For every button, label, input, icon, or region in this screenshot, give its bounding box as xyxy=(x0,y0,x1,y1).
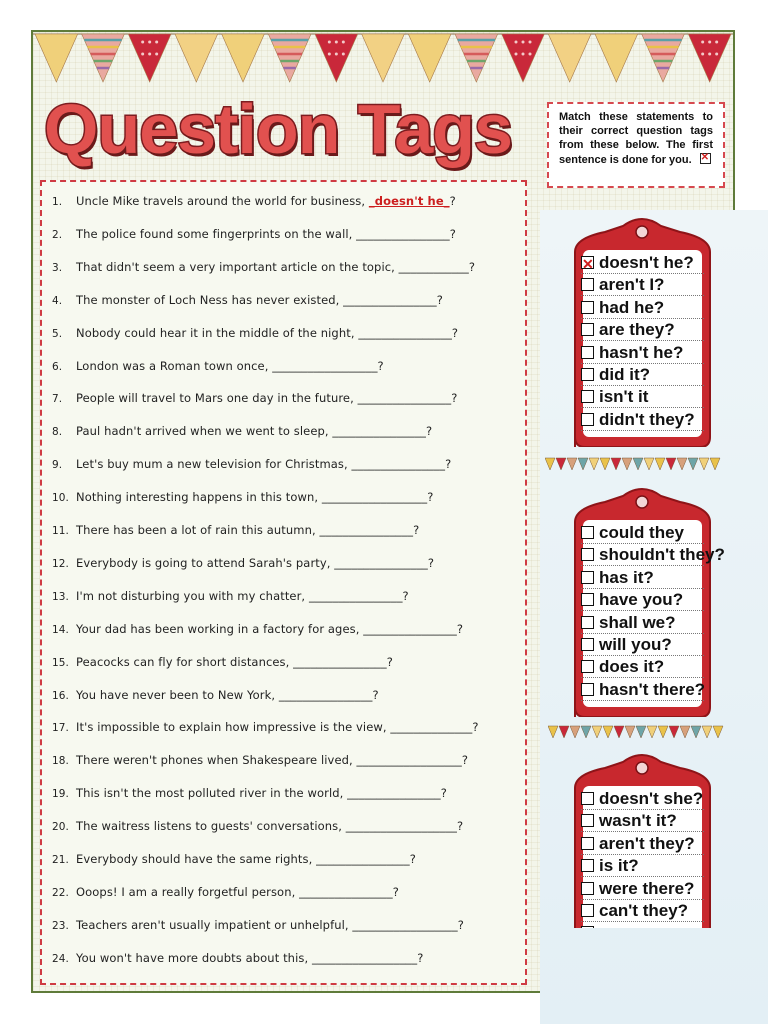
sentence-number: 17. xyxy=(52,722,69,735)
mini-bunting-flag xyxy=(567,458,577,470)
page-title: Question Tags xyxy=(44,90,512,168)
instructions-text: Match these statements to their correct question tags from these below. The first sentence is done for you. xyxy=(559,111,713,166)
sentences-panel xyxy=(40,180,527,985)
sentence-number: 11. xyxy=(52,525,69,537)
sentence-row xyxy=(52,457,451,471)
tag-option[interactable] xyxy=(581,833,695,855)
bunting-dot xyxy=(141,41,144,44)
question-tag-card xyxy=(565,482,725,717)
checkbox-icon[interactable] xyxy=(581,683,594,696)
mini-bunting-flag xyxy=(691,726,701,738)
checkbox-icon[interactable] xyxy=(581,346,594,359)
checkbox-icon[interactable] xyxy=(581,278,594,291)
mini-bunting-flag xyxy=(545,458,555,470)
sentence-number: 2. xyxy=(52,228,63,241)
tag-option-label: could they xyxy=(599,523,685,542)
checkbox-icon[interactable] xyxy=(581,571,594,584)
bunting-dot xyxy=(701,41,704,44)
question-tag-card xyxy=(565,748,720,928)
mini-bunting-flag xyxy=(548,726,558,738)
mini-bunting-flag xyxy=(713,726,723,738)
tag-hole xyxy=(636,226,648,238)
sentence-number: 22. xyxy=(52,886,69,899)
tag-option[interactable] xyxy=(581,319,675,341)
bunting-dot xyxy=(715,53,718,56)
mini-bunting-flag xyxy=(589,458,599,470)
sentence-row xyxy=(52,359,384,373)
sentence-text[interactable]: The waitress listens to guests' conversations, ___________________? xyxy=(76,819,464,834)
mini-bunting-flag xyxy=(680,726,690,738)
checkbox-icon[interactable] xyxy=(581,323,594,336)
checkbox-icon[interactable] xyxy=(581,548,594,561)
checkbox-icon[interactable] xyxy=(581,413,594,426)
question-tag-card xyxy=(565,212,720,447)
sentence-row xyxy=(52,293,443,307)
sentence-text[interactable]: People will travel to Mars one day in the future, ________________? xyxy=(76,391,458,406)
sentence-text[interactable]: You have never been to New York, ________________? xyxy=(76,687,379,702)
mini-bunting-flag xyxy=(688,458,698,470)
checkbox-icon[interactable] xyxy=(581,593,594,606)
checkbox-icon[interactable] xyxy=(581,301,594,314)
sentence-text: Uncle Mike travels around the world for business, xyxy=(76,194,369,208)
bunting-dot xyxy=(155,41,158,44)
tag-option[interactable] xyxy=(581,544,725,566)
tag-option[interactable] xyxy=(581,612,676,634)
checkbox-icon[interactable] xyxy=(581,792,594,805)
sentence-row xyxy=(52,819,463,833)
sentence-row xyxy=(52,720,479,734)
tag-option[interactable] xyxy=(581,274,664,296)
tag-option[interactable] xyxy=(581,922,599,928)
sentence-row xyxy=(52,490,433,504)
tag-option-label: does it? xyxy=(599,657,665,677)
tag-option-label: are they? xyxy=(599,320,675,340)
sentence-row xyxy=(52,260,475,274)
tag-option[interactable] xyxy=(581,567,654,589)
sentence-text[interactable]: Ooops! I am a really forgetful person, ________________? xyxy=(76,884,399,899)
sentence-number: 19. xyxy=(52,788,69,801)
mini-bunting-flag xyxy=(666,458,676,470)
sentence-row xyxy=(52,523,419,537)
bunting-dot xyxy=(715,41,718,44)
tag-option[interactable] xyxy=(581,855,639,877)
sentence-row xyxy=(52,194,456,208)
sentence-number: 12. xyxy=(52,557,69,570)
tag-option[interactable] xyxy=(581,409,695,431)
checkbox-icon[interactable] xyxy=(581,638,594,651)
tag-option-label: shouldn't they? xyxy=(599,545,725,565)
sentence-text[interactable]: Peacocks can fly for short distances, ________________? xyxy=(76,654,393,669)
sentence-number: 15. xyxy=(52,656,69,669)
bunting-dot xyxy=(529,53,532,56)
tag-option[interactable] xyxy=(581,342,683,364)
bunting-dot xyxy=(701,53,704,56)
checkbox-icon[interactable] xyxy=(581,660,594,673)
sentence-row xyxy=(52,753,468,767)
bunting-dot xyxy=(522,53,525,56)
sentence-number: 6. xyxy=(52,360,63,373)
tag-option-label: aren't I? xyxy=(599,275,665,295)
mini-bunting-flag xyxy=(559,726,569,738)
tag-option[interactable] xyxy=(581,297,664,319)
tag-option[interactable] xyxy=(581,634,672,656)
bunting-dot xyxy=(335,41,338,44)
checkbox-icon[interactable] xyxy=(581,926,594,928)
tag-option-label: had he? xyxy=(599,297,665,317)
mini-bunting-flag xyxy=(578,458,588,470)
tag-option-label: doesn't she? xyxy=(599,789,704,808)
sentence-text[interactable]: This isn't the most polluted river in the world, ________________? xyxy=(76,786,447,801)
sentence-text[interactable]: Let's buy mum a new television for Christmas, ________________? xyxy=(76,457,452,472)
sentence-text[interactable]: You won't have more doubts about this, __________________? xyxy=(76,950,424,965)
tag-option[interactable] xyxy=(581,679,705,701)
checkbox-icon[interactable] xyxy=(581,837,594,850)
bunting-dot xyxy=(342,53,345,56)
sentence-number: 10. xyxy=(52,492,69,505)
bunting-flag xyxy=(175,34,218,82)
mini-bunting-flag xyxy=(655,458,665,470)
checkbox-icon[interactable] xyxy=(581,390,594,403)
mini-bunting-flag xyxy=(614,726,624,738)
tag-option-label: isn't it xyxy=(599,387,649,407)
sentence-number: 1. xyxy=(52,196,63,208)
top-bunting-decoration xyxy=(33,30,733,90)
mini-bunting-flag xyxy=(570,726,580,738)
bunting-flag xyxy=(595,34,638,82)
tag-option-label: hasn't he? xyxy=(599,342,684,362)
tag-option-label: will you? xyxy=(599,635,672,654)
sentence-row xyxy=(52,951,423,965)
mini-bunting-decoration xyxy=(548,724,726,740)
sentence-row xyxy=(52,424,432,438)
sentence-number: 5. xyxy=(52,327,63,340)
checkbox-icon[interactable] xyxy=(581,368,594,381)
tag-option[interactable] xyxy=(581,656,664,678)
sentence-row xyxy=(52,589,409,603)
checkbox-icon[interactable] xyxy=(581,859,594,872)
sentence-number: 8. xyxy=(52,426,63,439)
instructions-box xyxy=(547,102,725,188)
bunting-flag xyxy=(35,34,78,82)
mini-bunting-decoration xyxy=(545,456,723,472)
sentence-number: 7. xyxy=(52,393,63,406)
sentence-text[interactable]: I'm not disturbing you with my chatter, ________________? xyxy=(76,588,409,603)
sentence-row xyxy=(52,688,379,702)
tag-option[interactable] xyxy=(581,878,694,900)
tag-option-label: have you? xyxy=(599,590,684,610)
bunting-dot xyxy=(708,53,711,56)
sentence-number: 18. xyxy=(52,755,69,768)
sentence-number: 20. xyxy=(52,821,69,834)
tag-option[interactable] xyxy=(581,522,684,544)
sentence-number: 14. xyxy=(52,623,69,636)
tag-option-label: shall we? xyxy=(599,612,676,632)
tag-option[interactable] xyxy=(581,589,683,611)
sentence-text[interactable]: The police found some fingerprints on the wall, ________________? xyxy=(76,226,456,241)
mini-bunting-flag xyxy=(647,726,657,738)
mini-bunting-flag xyxy=(581,726,591,738)
tag-option-label: aren't they? xyxy=(599,833,695,853)
bunting-dot xyxy=(328,53,331,56)
mini-bunting-flag xyxy=(636,726,646,738)
bunting-dot xyxy=(155,53,158,56)
sentence-number: 13. xyxy=(52,590,69,603)
sentence-number: 23. xyxy=(52,919,69,932)
bunting-flag xyxy=(222,34,265,82)
mini-bunting-flag xyxy=(611,458,621,470)
sentence-row xyxy=(52,622,463,636)
mini-bunting-flag xyxy=(644,458,654,470)
sentence-row xyxy=(52,786,447,800)
sentence-text[interactable]: Your dad has been working in a factory for ages, ________________? xyxy=(76,621,464,636)
sentence-number: 9. xyxy=(52,459,63,472)
bunting-dot xyxy=(141,53,144,56)
tag-option[interactable] xyxy=(581,788,703,810)
mini-bunting-flag xyxy=(625,726,635,738)
tag-option-label: is it? xyxy=(599,856,639,876)
mini-bunting-flag xyxy=(702,726,712,738)
sentence-number: 24. xyxy=(52,952,69,965)
sentence-end: ? xyxy=(449,194,456,208)
mini-bunting-flag xyxy=(600,458,610,470)
sentence-text[interactable]: The monster of Loch Ness has never existed, ________________? xyxy=(76,292,443,307)
sentence-number: 4. xyxy=(52,294,63,307)
sentence-text[interactable]: Nobody could hear it in the middle of the night, ________________? xyxy=(76,325,459,340)
tag-option-label: doesn't he? xyxy=(599,253,694,272)
bunting-flag xyxy=(408,34,451,82)
sentence-number: 16. xyxy=(52,689,69,702)
sentence-text[interactable]: Everybody is going to attend Sarah's party, ________________? xyxy=(76,555,435,570)
tag-option-label: has it? xyxy=(599,567,654,587)
tag-option[interactable] xyxy=(581,252,694,274)
bunting-dot xyxy=(335,53,338,56)
checkbox-icon[interactable] xyxy=(581,814,594,827)
bunting-dot xyxy=(148,53,151,56)
checkbox-icon[interactable] xyxy=(581,526,594,539)
bunting-dot xyxy=(328,41,331,44)
bunting-dot xyxy=(148,41,151,44)
mini-bunting-flag xyxy=(603,726,613,738)
bunting-dot xyxy=(522,41,525,44)
mini-bunting-flag xyxy=(699,458,709,470)
sentence-text[interactable]: There weren't phones when Shakespeare lived, __________________? xyxy=(76,753,469,768)
checked-checkbox-icon[interactable] xyxy=(581,256,594,269)
example-answer: _doesn't he_ xyxy=(368,194,450,208)
tag-hole xyxy=(636,496,648,508)
bunting-flag xyxy=(548,34,591,82)
bunting-dot xyxy=(342,41,345,44)
sentence-row xyxy=(52,391,457,405)
tag-option-label: hasn't there? xyxy=(599,679,706,699)
tag-option-label: did it? xyxy=(599,365,650,384)
bunting-dot xyxy=(529,41,532,44)
mini-bunting-flag xyxy=(669,726,679,738)
sentence-text[interactable]: London was a Roman town once, __________________? xyxy=(76,358,384,373)
sentence-row xyxy=(52,655,393,669)
tag-option[interactable] xyxy=(581,364,650,386)
sentence-number: 3. xyxy=(52,261,63,274)
tag-option[interactable] xyxy=(581,900,688,922)
sentence-row xyxy=(52,918,464,932)
sentence-row xyxy=(52,326,458,340)
mini-bunting-flag xyxy=(556,458,566,470)
tag-option[interactable] xyxy=(581,810,677,832)
sentence-row xyxy=(52,885,399,899)
tag-option-label: wasn't it? xyxy=(599,811,677,831)
sentence-text[interactable]: Nothing interesting happens in this town, __________________? xyxy=(76,490,434,505)
checkbox-icon[interactable] xyxy=(581,616,594,629)
tag-option-label: didn't they? xyxy=(599,409,695,429)
mini-bunting-flag xyxy=(622,458,632,470)
sentence-row xyxy=(52,227,456,241)
tag-option[interactable] xyxy=(581,386,648,408)
sentence-text[interactable]: That didn't seem a very important article on the topic, ____________? xyxy=(76,259,476,274)
mini-bunting-flag xyxy=(633,458,643,470)
mini-bunting-flag xyxy=(677,458,687,470)
tag-option-label: were there? xyxy=(599,878,695,898)
bunting-dot xyxy=(515,53,518,56)
sentence-text[interactable]: Everybody should have the same rights, ________________? xyxy=(76,852,416,866)
sentence-text[interactable]: Teachers aren't usually impatient or unhelpful, __________________? xyxy=(76,917,464,932)
sentence-row xyxy=(52,852,416,866)
mini-bunting-flag xyxy=(658,726,668,738)
sentence-number: 21. xyxy=(52,854,69,866)
mini-bunting-flag xyxy=(710,458,720,470)
checkbox-icon[interactable] xyxy=(581,882,594,895)
checked-example-icon xyxy=(700,153,711,164)
bunting-dot xyxy=(515,41,518,44)
mini-bunting-flag xyxy=(592,726,602,738)
bunting-dot xyxy=(708,41,711,44)
sentence-text[interactable]: Paul hadn't arrived when we went to sleep, ________________? xyxy=(76,424,433,439)
bunting-flag xyxy=(362,34,405,82)
tag-hole xyxy=(636,762,648,774)
tag-option-label: can't they? xyxy=(599,901,689,920)
sentence-text[interactable]: There has been a lot of rain this autumn, ________________? xyxy=(76,523,420,537)
sentence-row xyxy=(52,556,434,570)
sentence-text[interactable]: It's impossible to explain how impressive is the view, ______________? xyxy=(76,720,479,735)
checkbox-icon[interactable] xyxy=(581,904,594,917)
